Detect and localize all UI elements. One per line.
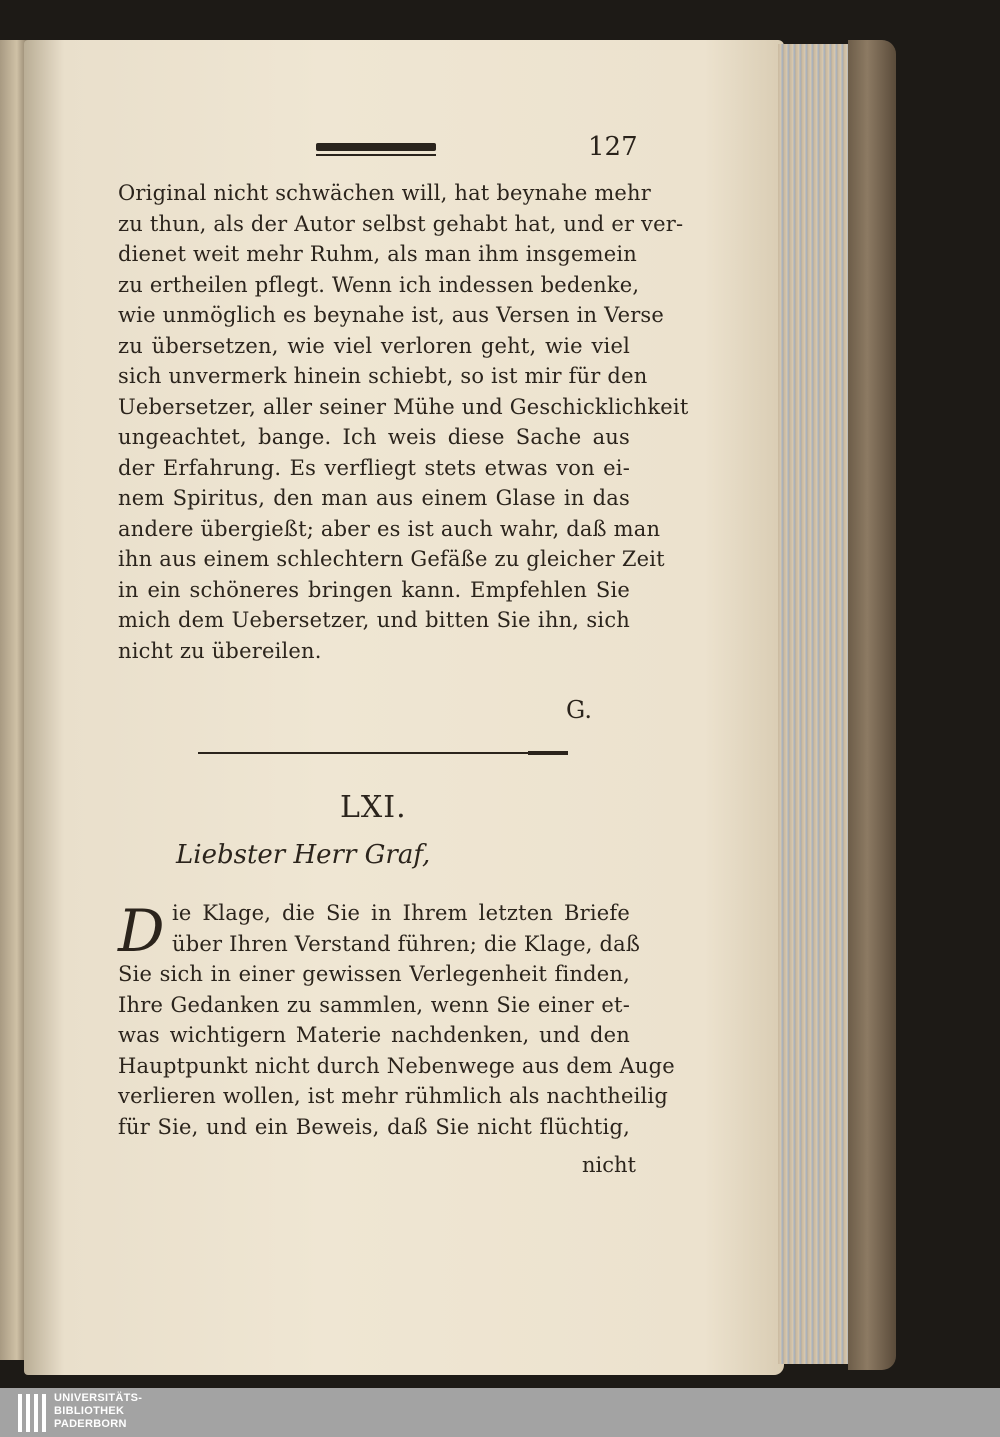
letter-paragraph bbox=[118, 897, 675, 1142]
text-line: zu thun, als der Autor selbst gehabt hat, und er ver- bbox=[118, 211, 684, 236]
text-line: über Ihren Verstand führen; die Klage, daß bbox=[172, 931, 641, 956]
library-logo-text bbox=[54, 1392, 142, 1431]
text-line: Ihre Gedanken zu sammlen, wenn Sie einer et- bbox=[118, 992, 630, 1017]
text-line: was wichtigern Materie nachdenken, und den bbox=[118, 1023, 630, 1047]
signature-initial: G. bbox=[566, 696, 592, 724]
text-line: ihn aus einem schlechtern Gefäße zu gleicher Zeit bbox=[118, 547, 665, 571]
text-line: dienet weit mehr Ruhm, als man ihm insgemein bbox=[118, 242, 638, 266]
section-divider-rule bbox=[198, 752, 568, 754]
text-line: Original nicht schwächen will, hat beynahe mehr bbox=[118, 181, 652, 205]
text-line: nem Spiritus, den man aus einem Glase in das bbox=[118, 486, 630, 510]
text-line: Sie sich in einer gewissen Verlegenheit finden, bbox=[118, 962, 630, 986]
text-line: mich dem Uebersetzer, und bitten Sie ihn, sich bbox=[118, 608, 630, 632]
text-line: wie unmöglich es beynahe ist, aus Versen in Verse bbox=[118, 303, 665, 327]
text-line: verlieren wollen, ist mehr rühmlich als nachtheilig bbox=[118, 1084, 668, 1108]
drop-cap-initial: D bbox=[118, 897, 165, 965]
text-line: zu übersetzen, wie viel verloren geht, wie viel bbox=[118, 333, 630, 358]
text-line: der Erfahrung. Es verfliegt stets etwas von ei- bbox=[118, 455, 630, 480]
page-edges bbox=[778, 44, 850, 1364]
header-ornament-rule bbox=[316, 143, 436, 151]
text-line: ungeachtet, bange. Ich weis diese Sache aus bbox=[118, 425, 630, 449]
text-line: Uebersetzer, aller seiner Mühe und Geschicklichkeit bbox=[118, 394, 689, 419]
text-line: Hauptpunkt nicht durch Nebenwege aus dem Auge bbox=[118, 1053, 675, 1078]
logo-line: UNIVERSITÄTS- bbox=[54, 1392, 143, 1404]
text-line: in ein schöneres bringen kann. Empfehlen Sie bbox=[118, 577, 630, 602]
text-line: andere übergießt; aber es ist auch wahr, daß man bbox=[118, 516, 661, 541]
text-line: für Sie, und ein Beweis, daß Sie nicht flüchtig, bbox=[118, 1114, 630, 1139]
letter-number-heading: LXI. bbox=[340, 790, 407, 825]
book-cover-edge bbox=[848, 40, 896, 1370]
salutation: Liebster Herr Graf, bbox=[176, 840, 431, 870]
logo-line: BIBLIOTHEK bbox=[54, 1405, 125, 1417]
text-line: zu ertheilen pflegt. Wenn ich indessen bedenke, bbox=[118, 272, 640, 297]
logo-line: PADERBORN bbox=[54, 1418, 127, 1430]
text-line: ie Klage, die Sie in Ihrem letzten Briefe bbox=[172, 901, 630, 925]
page-number: 127 bbox=[588, 132, 638, 162]
text-line: sich unvermerk hinein schiebt, so ist mir für den bbox=[118, 364, 648, 388]
continuation-paragraph bbox=[118, 178, 689, 666]
catchword: nicht bbox=[582, 1153, 636, 1177]
text-line: nicht zu übereilen. bbox=[118, 638, 322, 663]
library-footer-bar bbox=[0, 1388, 1000, 1437]
library-logo-icon bbox=[18, 1394, 48, 1432]
